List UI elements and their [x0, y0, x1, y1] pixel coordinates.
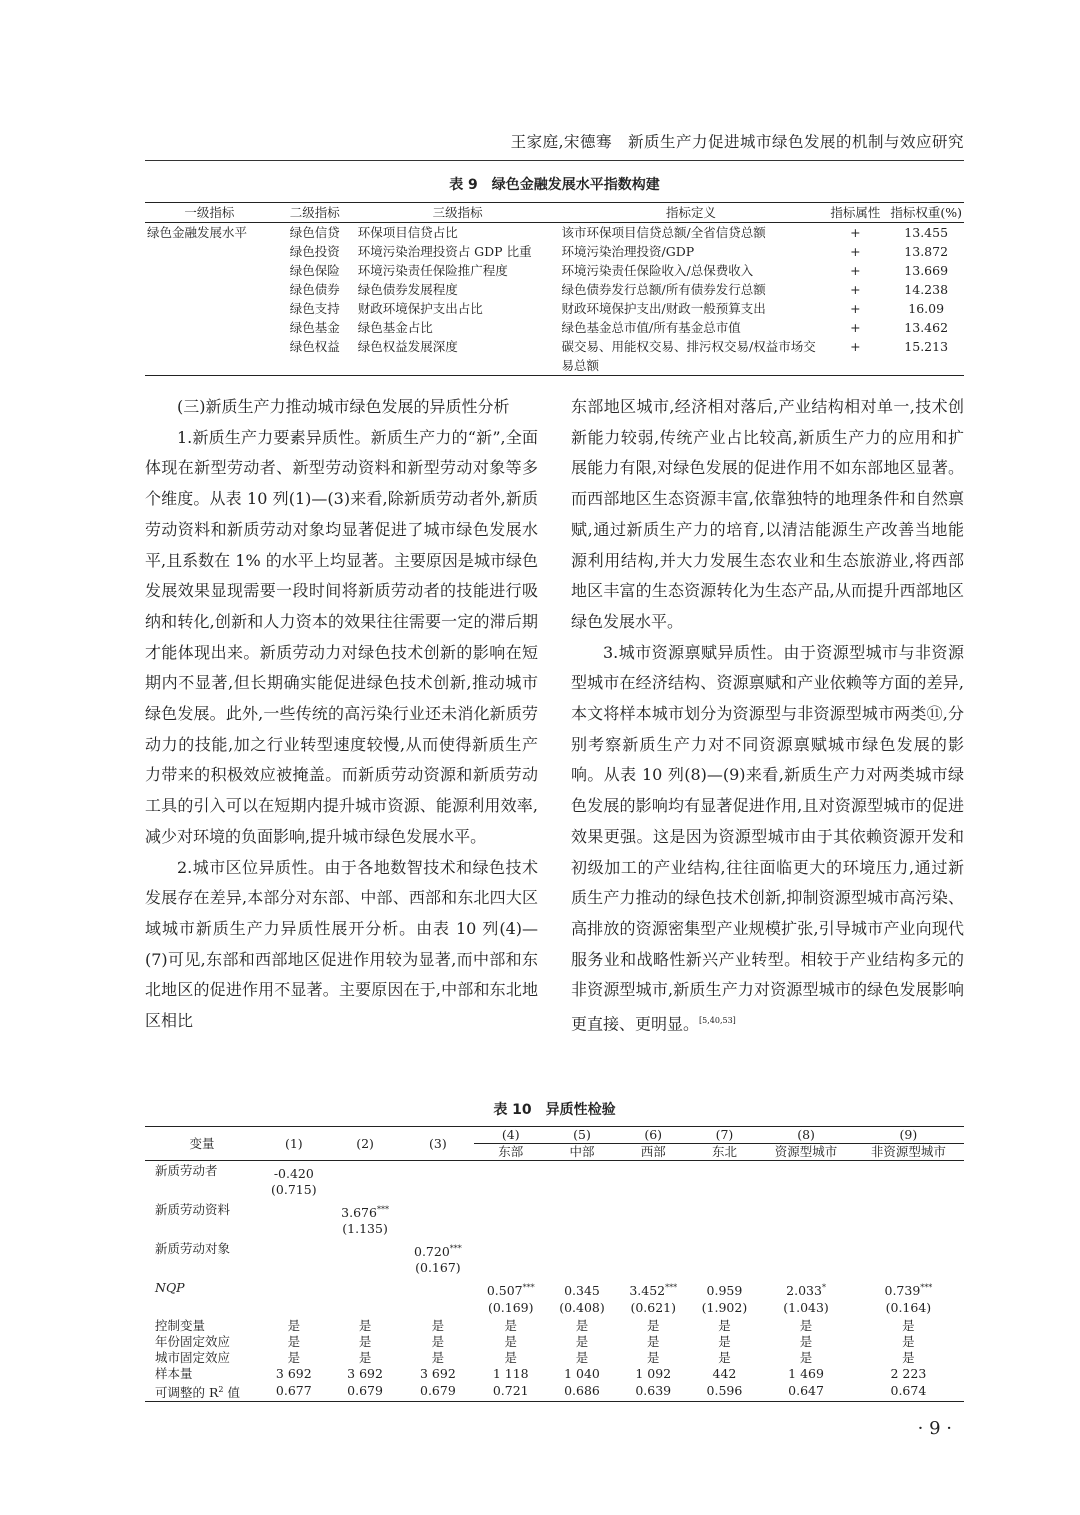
table9-header: 三级指标: [356, 203, 560, 223]
table10-cell: 是: [902, 1333, 915, 1349]
table9-cell: 绿色权益发展深度: [356, 337, 560, 376]
table9-title: 表 9 绿色金融发展水平指数构建: [449, 177, 660, 193]
table9-cell: 绿色债券发展程度: [357, 282, 458, 297]
paragraph-text: 3.城市资源禀赋异质性。由于资源型城市与非资源型城市在经济结构、资源禀赋和产业依赖等方面的差异,本文将样本城市划分为资源型与非资源型城市两类⑪,分别考察新质生产力对不同资源禀赋城市绿色发展的影响。从表 10 列(8)—(9)来看,新质生产力对两类城市绿色发展的影响均有显著促进作用,且对资源型城市的促进效果更强。这是因为资源型城市由于其依赖资源开发和初级加工的产业结构,往往面临更大的环境压力,通过新质生产力推动的绿色技术创新,抑制资源型城市高污染、高排放的资源密集型产业规模扩张,引导城市产业向现代服务业和战略性新兴产业转型。相较于产业结构多元的非资源型城市,新质生产力对资源型城市的绿色发展影响更直接、更明显。: [571, 642, 964, 1034]
table10-group: 资源型城市: [759, 1144, 853, 1161]
table10-stars: *: [821, 1283, 826, 1293]
table10-col-num: (5): [547, 1127, 617, 1144]
table10-cell: 0.679: [401, 1382, 474, 1402]
table10-cell: 1 118: [492, 1365, 529, 1381]
table10: [145, 1126, 964, 1402]
table10-cell: [401, 1278, 474, 1317]
table10-cell: 2 223: [890, 1365, 927, 1381]
table9-row: [145, 280, 964, 299]
table10-cell: 442: [712, 1365, 737, 1381]
table10-cell: [853, 1161, 964, 1201]
table10-title: 表 10 异质性检验: [493, 1102, 616, 1118]
citation: [5,40,53]: [699, 1016, 736, 1026]
table9-cell: 绿色支持: [289, 301, 340, 316]
table10-coef: 0.507: [486, 1283, 523, 1299]
table10-cell: 0.677: [259, 1382, 329, 1402]
table10-cell: [259, 1239, 329, 1278]
table9-header: 一级指标: [145, 203, 274, 223]
table10-cell: 是: [799, 1333, 813, 1349]
table10-se: (0.169): [487, 1299, 534, 1315]
table10-cell: 1 469: [788, 1365, 824, 1381]
table10-cell: 1 092: [635, 1365, 672, 1381]
table10-cell: [853, 1239, 964, 1278]
table10-cell: 0.596: [690, 1382, 760, 1402]
table10-cell: 是: [287, 1317, 301, 1333]
table9-cell: 环保项目信贷占比: [357, 225, 458, 240]
table10-cell: 是: [431, 1333, 445, 1349]
body-right-column: [571, 392, 964, 1040]
table10-group: 中部: [547, 1144, 617, 1161]
table10-cell: 是: [431, 1317, 445, 1333]
table10-var-header: 变量: [145, 1127, 259, 1161]
table9-cell: 环境污染责任保险收入/总保费收入: [561, 263, 754, 278]
table10-var-label: NQP: [155, 1280, 185, 1296]
table10-cell: 0.721: [474, 1382, 547, 1402]
table10-cell: [474, 1239, 547, 1278]
table9-cell: 13.669: [904, 263, 949, 278]
table9-cell: 绿色投资: [289, 244, 340, 259]
table10-cell: 0.674: [853, 1382, 964, 1402]
table10-coef: 3.676: [341, 1205, 377, 1221]
table10-cell: 是: [718, 1333, 731, 1349]
table10-cell: 是: [431, 1349, 445, 1365]
table10-var-name: 控制变量: [155, 1317, 206, 1333]
table10-cell: [759, 1239, 853, 1278]
table10-col-num: (1): [259, 1127, 329, 1161]
paragraph: 1.新质生产力要素异质性。新质生产力的“新”,全面体现在新型劳动者、新型劳动资料和新型劳动对象等多个维度。从表 10 列(1)—(3)来看,除新质劳动者外,新质劳动资料和新质劳动对象均显著促进了城市绿色发展水平,且系数在 1% 的水平上均显著。主要原因是城市绿色发展效果显现需要一段时间将新质劳动者的技能进行吸纳和转化,创新和人力资本的效果往往需要一定的滞后期才能体现出来。新质劳动力对绿色技术创新的影响在短期内不显著,但长期确实能促进绿色技术创新,推动城市绿色发展。此外,一些传统的高污染行业还未消化新质劳动力的技能,加之行业转型速度较慢,从而使得新质生产力带来的积极效应被掩盖。而新质劳动资源和新质劳动工具的引入可以在短期内提升城市资源、能源利用效率,减少对环境的负面影响,提升城市绿色发展水平。: [145, 427, 538, 846]
table10-cell: [401, 1200, 474, 1239]
table10-se: (0.715): [271, 1182, 317, 1198]
table10-cell: [853, 1278, 964, 1317]
table10-cell: [547, 1161, 617, 1201]
table10-row: [145, 1334, 964, 1350]
table10-cell: 是: [504, 1349, 517, 1365]
table10-var-name: [145, 1278, 259, 1317]
table10-cell: [759, 1278, 853, 1317]
running-head: 王家庭,宋德骞 新质生产力促进城市绿色发展的机制与效应研究: [510, 133, 964, 151]
table9-cell: [145, 280, 274, 299]
table10-col-num: (2): [329, 1127, 402, 1161]
table9: [145, 202, 964, 376]
header-rule: [145, 160, 964, 161]
table10-group: 东部: [474, 1144, 547, 1161]
table10-cell: 是: [799, 1349, 813, 1365]
table10-var-name: [145, 1382, 259, 1402]
table10-cell: 是: [799, 1317, 813, 1333]
table10-cell: [474, 1278, 547, 1317]
table10-row: [145, 1239, 964, 1278]
table10-cell: [329, 1278, 402, 1317]
table10-cell: 是: [575, 1317, 589, 1333]
table9-cell: +: [822, 337, 888, 376]
table9-cell: 13.462: [904, 320, 949, 335]
table10-cell: [690, 1239, 760, 1278]
table9-row: [145, 299, 964, 318]
body-left-column: [145, 392, 538, 1037]
table10-cell: [329, 1161, 402, 1201]
table9-cell: +: [850, 244, 861, 259]
paragraph: [571, 638, 964, 1040]
table10-cell: [690, 1200, 760, 1239]
table10-cell: 是: [575, 1333, 589, 1349]
table10-cell: 是: [358, 1317, 372, 1333]
table10-cell: [853, 1200, 964, 1239]
table10-cell: 是: [504, 1333, 517, 1349]
table10-stars: ***: [522, 1283, 535, 1293]
table10-se: (0.167): [415, 1260, 461, 1276]
table10-cell: [617, 1278, 690, 1317]
table10-coef: 0.345: [564, 1283, 600, 1299]
table9-cell: [145, 318, 274, 337]
table10-row: [145, 1161, 964, 1201]
table9-cell: 13.455: [904, 225, 949, 240]
table10-cell: [329, 1239, 402, 1278]
table9-cell: 绿色信贷: [289, 225, 340, 240]
table9-header: 指标属性: [822, 203, 888, 223]
table10-se: (0.621): [630, 1299, 676, 1315]
table9-cell: 绿色金融发展水平: [147, 225, 248, 240]
table10-group: 非资源型城市: [853, 1144, 964, 1161]
table10-stars: ***: [920, 1283, 933, 1293]
table10-cell: [759, 1161, 853, 1201]
table10-cell: 3 692: [420, 1365, 456, 1381]
table10-cell: [259, 1278, 329, 1317]
table10-cell: 0.639: [617, 1382, 690, 1402]
table9-header: 指标定义: [560, 203, 823, 223]
r2-label-post: 值: [223, 1384, 240, 1400]
table10-cell: 是: [358, 1333, 372, 1349]
table10-cell: 是: [287, 1349, 301, 1365]
table10-cell: [401, 1161, 474, 1201]
table10-var-name: 新质劳动资料: [155, 1202, 231, 1218]
table10-se: (1.043): [783, 1299, 829, 1315]
table10-coef: 2.033: [786, 1283, 822, 1299]
table9-cell: 碳交易、用能权交易、排污权交易/权益市场交易总额: [560, 337, 823, 376]
table9-cell: 绿色基金总市值/所有基金总市值: [561, 320, 741, 335]
table9-row: [145, 223, 964, 243]
table9-cell: 绿色保险: [289, 263, 340, 278]
table10-cell: 是: [718, 1317, 731, 1333]
table10-var-name: 年份固定效应: [155, 1333, 231, 1349]
table10-se: (1.135): [342, 1221, 388, 1237]
table10-cell: 3 692: [347, 1365, 383, 1381]
table10-cell: [617, 1239, 690, 1278]
table10-cell: [474, 1200, 547, 1239]
table10-cell: [474, 1161, 547, 1201]
table9-row: [145, 242, 964, 261]
table10-stars: ***: [449, 1244, 462, 1254]
table9-cell: +: [850, 320, 861, 335]
table9-cell: 环境污染责任保险推广程度: [357, 263, 508, 278]
table9-cell: 财政环境保护支出占比: [357, 301, 483, 316]
table9-cell: +: [850, 263, 861, 278]
table10-group: 东北: [690, 1144, 760, 1161]
table9-cell: [145, 261, 274, 280]
table10-col-num: (8): [759, 1127, 853, 1144]
table9-cell: +: [850, 282, 861, 297]
table10-row: [145, 1200, 964, 1239]
table10-cell: 是: [575, 1349, 589, 1365]
table10-var-name: 新质劳动对象: [155, 1241, 231, 1257]
table9-cell: 16.09: [908, 301, 945, 316]
table9-cell: 绿色债券发行总额/所有债券发行总额: [561, 282, 766, 297]
table10-cell: [617, 1200, 690, 1239]
table10-var-name: 新质劳动者: [155, 1163, 218, 1178]
table10-coef: 3.452: [629, 1283, 666, 1299]
table10-var-name: 样本量: [155, 1365, 193, 1381]
table10-col-num: (4): [474, 1127, 547, 1144]
table10-cell: [617, 1161, 690, 1201]
table10-cell: [547, 1200, 617, 1239]
table9-cell: +: [850, 225, 861, 240]
table10-se: (1.902): [701, 1299, 748, 1315]
table10-coef: 0.720: [414, 1244, 450, 1260]
table10-cell: 是: [646, 1333, 660, 1349]
r2-label-pre: 可调整的 R: [155, 1384, 219, 1400]
table10-cell: 是: [902, 1317, 915, 1333]
table10-stars: ***: [376, 1205, 389, 1215]
table9-cell: 绿色基金: [289, 320, 340, 335]
table10-cell: 是: [902, 1349, 915, 1365]
table9-cell: [145, 337, 274, 376]
table10-row: [145, 1278, 964, 1317]
table10-col-num: (7): [690, 1127, 760, 1144]
table10-stars: ***: [665, 1283, 678, 1293]
table10-coef: 0.739: [884, 1283, 921, 1299]
table9-header: 指标权重(%): [888, 203, 964, 223]
table10-row: [145, 1350, 964, 1366]
table10-var-name: 城市固定效应: [155, 1349, 231, 1365]
paragraph: 东部地区城市,经济相对落后,产业结构相对单一,技术创新能力较弱,传统产业占比较高,新质生产力的应用和扩展能力有限,对绿色发展的促进作用不如东部地区显著。而西部地区生态资源丰富,依靠独特的地理条件和自然禀赋,通过新质生产力的培育,以清洁能源生产改善当地能源利用结构,并大力发展生态农业和生态旅游业,将西部地区丰富的生态资源转化为生态产品,从而提升西部地区绿色发展水平。: [571, 397, 964, 631]
table10-cell: 是: [646, 1317, 660, 1333]
table9-cell: [145, 299, 274, 318]
table10-col-num: (9): [853, 1127, 964, 1144]
table9-header: 二级指标: [274, 203, 356, 223]
table10-cell: 是: [358, 1349, 372, 1365]
table9-row: [145, 261, 964, 280]
table10-cell: [401, 1239, 474, 1278]
table9-row: [145, 318, 964, 337]
section-heading: (三)新质生产力推动城市绿色发展的异质性分析: [177, 397, 510, 416]
table10-cell: 0.647: [759, 1382, 853, 1402]
table10-cell: [259, 1200, 329, 1239]
table9-cell: 环境污染治理投资/GDP: [561, 244, 695, 259]
table10-cell: 3 692: [275, 1365, 312, 1381]
table10-cell: 0.679: [329, 1382, 402, 1402]
table10-cell: [690, 1278, 760, 1317]
page-number: · 9 ·: [917, 1418, 952, 1439]
table10-coef: -0.420: [273, 1166, 314, 1182]
table9-cell: [145, 242, 274, 261]
table9-cell: 绿色债券: [289, 282, 340, 297]
paragraph: 2.城市区位异质性。由于各地数智技术和绿色技术发展存在差异,本部分对东部、中部、西部和东北四大区域城市新质生产力异质性展开分析。由表 10 列(4)—(7)可见,东部和西部地区促进作用较为显著,而中部和东北地区的促进作用不显著。主要原因在于,中部和东北地区相比: [145, 857, 538, 1031]
table10-col-num: (6): [617, 1127, 690, 1144]
table10-cell: 是: [504, 1317, 517, 1333]
table9-cell: 绿色基金占比: [357, 320, 433, 335]
table9-cell: 13.872: [904, 244, 949, 259]
table9-cell: 财政环境保护支出/财政一般预算支出: [561, 301, 766, 316]
table10-cell: [547, 1278, 617, 1317]
table10-col-num: (3): [401, 1127, 474, 1161]
table9-cell: 14.238: [904, 282, 949, 297]
table10-cell: [690, 1161, 760, 1201]
table9-cell: +: [850, 301, 861, 316]
table10-cell: 是: [287, 1333, 301, 1349]
table10-se: (0.164): [885, 1299, 932, 1315]
table10-se: (0.408): [559, 1299, 605, 1315]
table10-coef: 0.959: [706, 1283, 743, 1299]
table10-cell: 1 040: [564, 1365, 600, 1381]
table10-row: [145, 1318, 964, 1334]
table10-cell: 是: [718, 1349, 731, 1365]
table10-cell: [259, 1161, 329, 1201]
table10-cell: [329, 1200, 402, 1239]
table10-cell: [759, 1200, 853, 1239]
table9-cell: 15.213: [888, 337, 964, 376]
table9-cell: 绿色权益: [274, 337, 356, 376]
table10-group: 西部: [617, 1144, 690, 1161]
table9-cell: 该市环保项目信贷总额/全省信贷总额: [561, 225, 766, 240]
table10-cell: 0.686: [547, 1382, 617, 1402]
table10-cell: [547, 1239, 617, 1278]
table10-row: [145, 1366, 964, 1382]
table9-row: [145, 337, 964, 376]
table9-cell: 环境污染治理投资占 GDP 比重: [357, 244, 532, 259]
r2-label-sup: 2: [218, 1384, 224, 1394]
table10-row: [145, 1382, 964, 1402]
table10-cell: 是: [646, 1349, 660, 1365]
